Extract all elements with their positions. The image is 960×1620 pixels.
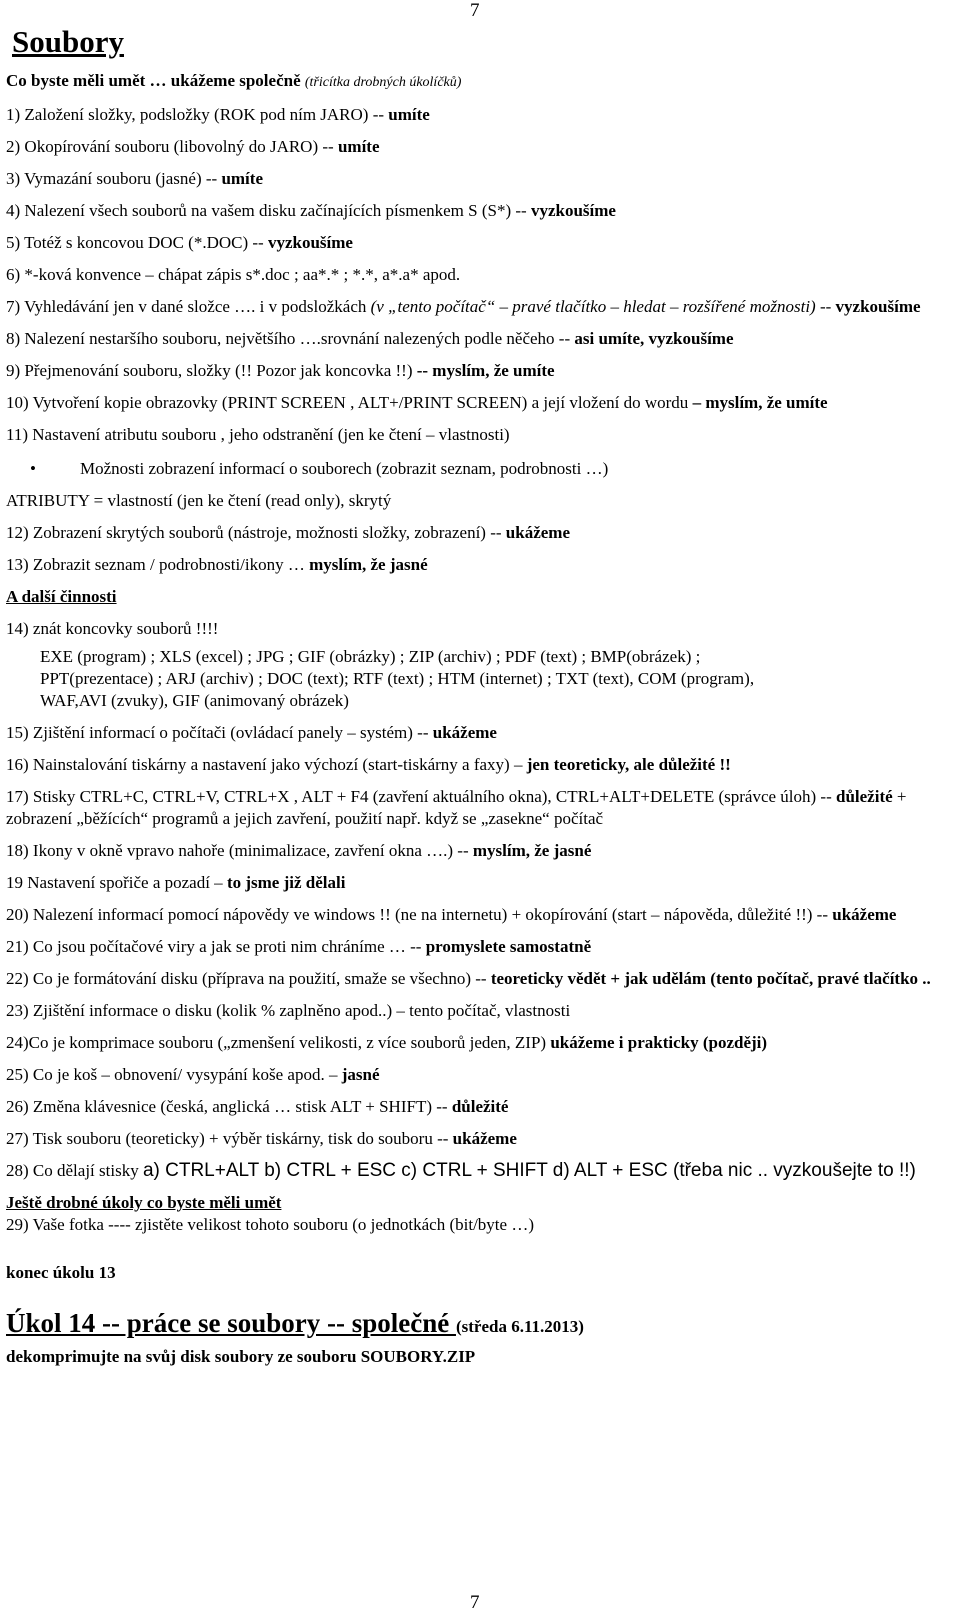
page-number-bottom: 7 [470,1592,480,1613]
list-item: 24)Co je komprimace souboru („zmenšení velikosti, z více souborů jeden, ZIP) ukážeme i prakticky (později) [6,1033,768,1052]
intro-italic: (třicítka drobných úkolíčků) [304,75,462,90]
extensions-list [6,646,946,712]
end-note: konec úkolu 13 [6,1263,116,1282]
section-subheading: Ještě drobné úkoly co byste měli umět [6,1193,282,1212]
section-subheading: A další činnosti [6,587,117,606]
page-title: Soubory [12,24,124,59]
list-item: 26) Změna klávesnice (česká, anglická … stisk ALT + SHIFT) -- důležité [6,1097,509,1116]
document-body [6,70,946,1368]
list-item: 16) Nainstalování tiskárny a nastavení jako výchozí (start-tiskárny a faxy) – jen teoreticky, ale důležité !! [6,755,731,774]
task-heading-date: (středa 6.11.2013) [455,1317,584,1336]
list-item: 3) Vymazání souboru (jasné) -- umíte [6,169,263,188]
atributy-line: ATRIBUTY = vlastností (jen ke čtení (read only), skrytý [6,491,392,510]
task-heading [6,1306,946,1340]
list-item: 9) Přejmenování souboru, složky (!! Pozor jak koncovka !!) -- myslím, že umíte [6,361,555,380]
list-item: 8) Nalezení nestaršího souboru, největšího ….srovnání nalezených podle něčeho -- asi umíte, vyzkoušíme [6,329,734,348]
bullet-item: • Možnosti zobrazení informací o souborech (zobrazit seznam, podrobnosti …) [30,459,609,478]
list-item: 20) Nalezení informací pomocí nápovědy ve windows !! (ne na internetu) + okopírování (start – nápověda, důležité !!) -- ukážeme [6,905,897,924]
list-item: 6) *-ková konvence – chápat zápis s*.doc ; aa*.* ; *.*, a*.a* apod. [6,265,461,284]
extensions-line: PPT(prezentace) ; ARJ (archiv) ; DOC (text); RTF (text) ; HTM (internet) ; TXT (text), COM (program), [40,669,755,688]
list-item: 19 Nastavení spořiče a pozadí – to jsme již dělali [6,873,346,892]
list-item: 22) Co je formátování disku (příprava na použití, smaže se všechno) -- teoreticky vědět + jak udělám (tento počítač, pravé tlačítko .. [6,969,931,988]
list-item: 21) Co jsou počítačové viry a jak se proti nim chráníme … -- promyslete samostatně [6,937,592,956]
list-item: 29) Vaše fotka ---- zjistěte velikost tohoto souboru (o jednotkách (bit/byte …) [6,1215,534,1234]
list-item: 7) Vyhledávání jen v dané složce …. i v podsložkách (v „tento počítač“ – pravé tlačítko – hledat – rozšířené možnosti) -- vyzkoušíme [6,297,921,316]
list-item: 2) Okopírování souboru (libovolný do JARO) -- umíte [6,137,380,156]
intro-bold: Co byste měli umět … ukážeme společně [6,71,301,90]
extensions-line: WAF,AVI (zvuky), GIF (animovaný obrázek) [40,691,349,710]
list-item: 23) Zjištění informace o disku (kolik % zaplněno apod..) – tento počítač, vlastnosti [6,1001,571,1020]
page-number-top: 7 [470,0,480,21]
task-instruction: dekomprimujte na svůj disk soubory ze souboru SOUBORY.ZIP [6,1347,476,1366]
list-item: 25) Co je koš – obnovení/ vysypání koše apod. – jasné [6,1065,380,1084]
list-item: 13) Zobrazit seznam / podrobnosti/ikony … myslím, že jasné [6,555,428,574]
list-item: 5) Totéž s koncovou DOC (*.DOC) -- vyzkoušíme [6,233,353,252]
list-item: 4) Nalezení všech souborů na vašem disku začínajících písmenkem S (S*) -- vyzkoušíme [6,201,616,220]
list-item: 11) Nastavení atributu souboru , jeho odstranění (jen ke čtení – vlastnosti) [6,425,510,444]
extensions-line: EXE (program) ; XLS (excel) ; JPG ; GIF (obrázky) ; ZIP (archiv) ; PDF (text) ; BMP(obrázek) ; [40,647,701,666]
list-item: 12) Zobrazení skrytých souborů (nástroje, možnosti složky, zobrazení) -- ukážeme [6,523,570,542]
bullet-icon: • [30,459,36,478]
list-item: 10) Vytvoření kopie obrazovky (PRINT SCREEN , ALT+/PRINT SCREEN) a její vložení do wordu – myslím, že umíte [6,393,828,412]
list-item: 1) Založení složky, podsložky (ROK pod ním JARO) -- umíte [6,105,430,124]
list-item: 28) Co dělají stisky a) CTRL+ALT b) CTRL + ESC c) CTRL + SHIFT d) ALT + ESC (třeba nic .. vyzkoušejte to !!) [6,1160,916,1181]
intro-line [6,70,946,94]
list-item: 27) Tisk souboru (teoreticky) + výběr tiskárny, tisk do souboru -- ukážeme [6,1129,517,1148]
list-item: 18) Ikony v okně vpravo nahoře (minimalizace, zavření okna ….) -- myslím, že jasné [6,841,592,860]
task-heading-main: Úkol 14 -- práce se soubory -- společné [6,1308,456,1338]
list-item: 14) znát koncovky souborů !!!! [6,619,219,638]
list-item: 15) Zjištění informací o počítači (ovládací panely – systém) -- ukážeme [6,723,497,742]
list-item: 17) Stisky CTRL+C, CTRL+V, CTRL+X , ALT + F4 (zavření aktuálního okna), CTRL+ALT+DELETE (správce úloh) -- důležité + zobrazení „běžících“ programů a jejich zavření, použití např. když se „zasekne“ počítač [6,787,907,828]
